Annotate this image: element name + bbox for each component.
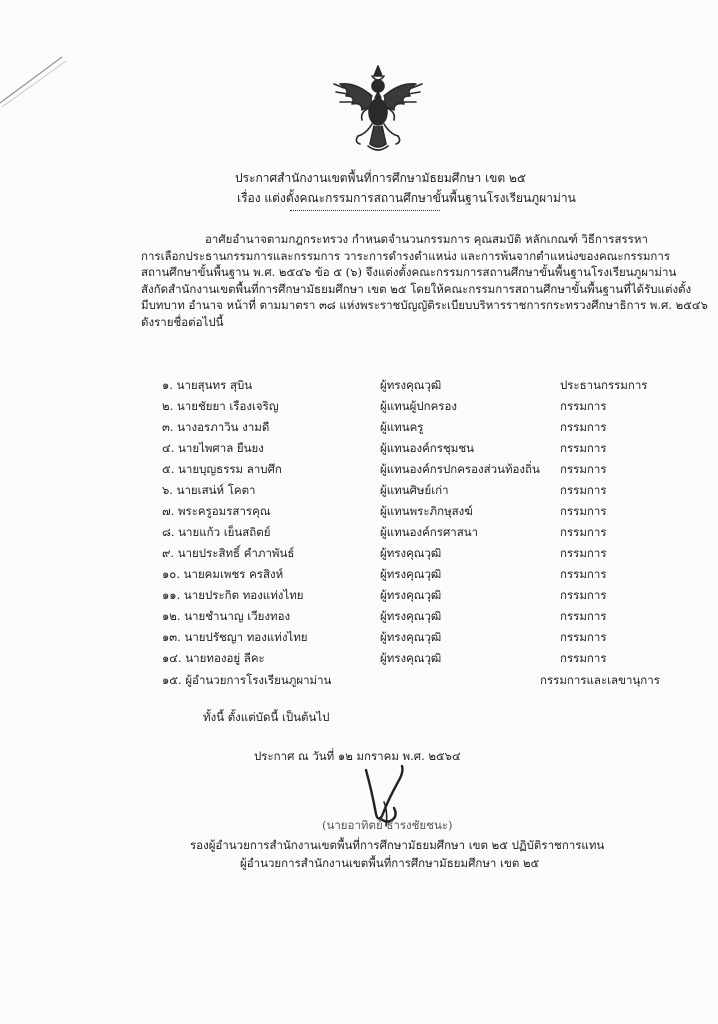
member-name: ๑๔. นายทองอยู่ ลีคะ (162, 651, 265, 665)
paragraph-line: สถานศึกษาขั้นพื้นฐาน พ.ศ. ๒๕๔๖ ข้อ ๕ (๖) จึงแต่งตั้งคณะกรรมการสถานศึกษาขั้นพื้นฐานโรงเรียนภูผาม่าน (141, 265, 677, 279)
member-role: กรรมการ (560, 441, 607, 455)
member-role: กรรมการ (560, 609, 607, 623)
member-type: ผู้แทนผู้ปกครอง (380, 399, 457, 413)
member-row (0, 398, 718, 416)
member-row (0, 461, 718, 479)
member-row (0, 587, 718, 605)
garuda-emblem-icon (328, 62, 428, 154)
signer-position-line2: ผู้อำนวยการสำนักงานเขตพื้นที่การศึกษามัธยมศึกษา เขต ๒๕ (240, 856, 540, 870)
member-row (0, 377, 718, 395)
member-role: กรรมการ (560, 567, 607, 581)
signer-name: (นายอาทิตย์ ธำรงชัยชนะ) (322, 818, 453, 832)
member-row (0, 608, 718, 626)
member-type: ผู้ทรงคุณวุฒิ (380, 609, 442, 623)
member-type: ผู้ทรงคุณวุฒิ (380, 546, 442, 560)
member-type: ผู้แทนองค์กรชุมชน (380, 441, 474, 455)
member-role: กรรมการ (560, 420, 607, 434)
member-name: ๔. นายไพศาล ยืนยง (162, 441, 264, 455)
member-type: ผู้แทนครู (380, 420, 424, 434)
member-type: ผู้แทนองค์กรศาสนา (380, 525, 479, 539)
member-type: ผู้แทนศิษย์เก่า (380, 483, 449, 497)
member-row (0, 650, 718, 668)
member-type: ผู้ทรงคุณวุฒิ (380, 588, 442, 602)
member-row (0, 629, 718, 647)
member-row (0, 672, 718, 690)
member-row (0, 419, 718, 437)
member-role: กรรมการ (560, 546, 607, 560)
member-name: ๗. พระครูอมรสารคุณ (162, 504, 271, 518)
member-name: ๕. นายบุญธรรม ลาบศึก (162, 462, 282, 476)
paragraph-line: มีบทบาท อำนาจ หน้าที่ ตามมาตรา ๓๘ แห่งพระราชบัญญัติระเบียบบริหารราชการกระทรวงศึกษาธิการ พ.ศ. ๒๕๔๖ (141, 298, 708, 312)
member-name: ๑๕. ผู้อำนวยการโรงเรียนภูผาม่าน (162, 673, 332, 687)
paragraph-line: ดังรายชื่อต่อไปนี้ (141, 314, 224, 329)
member-type: ผู้แทนองค์กรปกครองส่วนท้องถิ่น (380, 462, 540, 476)
member-role: กรรมการ (560, 504, 607, 518)
member-role: กรรมการ (560, 462, 607, 476)
member-name: ๑๒. นายชำนาญ เวียงทอง (162, 609, 291, 623)
signer-position-line1: รองผู้อำนวยการสำนักงานเขตพื้นที่การศึกษามัธยมศึกษา เขต ๒๕ ปฏิบัติราชการแทน (190, 838, 605, 852)
paragraph-line: อาศัยอำนาจตามกฎกระทรวง กำหนดจำนวนกรรมการ คุณสมบัติ หลักเกณฑ์ วิธีการสรรหา (205, 232, 648, 246)
member-role: กรรมการ (560, 651, 607, 665)
dotted-separator (290, 210, 440, 211)
member-type: ผู้ทรงคุณวุฒิ (380, 630, 442, 644)
member-name: ๓. นางอรภาวิน งามดี (162, 420, 270, 434)
member-role: กรรมการ (560, 525, 607, 539)
member-row (0, 524, 718, 542)
member-type: ผู้ทรงคุณวุฒิ (380, 378, 442, 392)
paragraph-line: การเลือกประธานกรรมการและกรรมการ วาระการดำรงตำแหน่ง และการพ้นจากตำแหน่งของคณะกรรมการ (141, 248, 670, 263)
member-row (0, 566, 718, 584)
member-name: ๒. นายชัยยา เรืองเจริญ (162, 399, 279, 413)
member-type: ผู้ทรงคุณวุฒิ (380, 651, 442, 665)
member-row (0, 482, 718, 500)
member-row (0, 503, 718, 521)
member-role: กรรมการ (560, 630, 607, 644)
member-role: กรรมการ (560, 588, 607, 602)
member-name: ๑๐. นายคมเพชร ครสิงห์ (162, 567, 284, 581)
body-paragraph (141, 231, 708, 330)
announcement-subject: เรื่อง แต่งตั้งคณะกรรมการสถานศึกษาขั้นพื้นฐานโรงเรียนภูผาม่าน (237, 191, 576, 205)
announcement-title: ประกาศสำนักงานเขตพื้นที่การศึกษามัธยมศึกษา เขต ๒๕ (235, 171, 526, 185)
effective-statement: ทั้งนี้ ตั้งแต่บัดนี้ เป็นต้นไป (203, 710, 330, 724)
member-role: กรรมการและเลขานุการ (540, 673, 660, 687)
member-name: ๑๑. นายประกิต ทองแท่งไทย (162, 588, 304, 602)
member-role: กรรมการ (560, 483, 607, 497)
member-name: ๘. นายแก้ว เย็นสถิตย์ (162, 525, 271, 539)
announcement-date: ประกาศ ณ วันที่ ๑๒ มกราคม พ.ศ. ๒๕๖๔ (254, 749, 461, 763)
paragraph-line: สังกัดสำนักงานเขตพื้นที่การศึกษามัธยมศึกษา เขต ๒๕ โดยให้คณะกรรมการสถานศึกษาขั้นพื้นฐานที่ได้รับแต่งตั้ง (141, 281, 692, 296)
member-name: ๑๓. นายปรัชญา ทองแท่งไทย (162, 630, 308, 644)
member-name: ๑. นายสุนทร สุบิน (162, 378, 253, 392)
member-name: ๙. นายประสิทธิ์ คำภาพันธ์ (162, 546, 295, 560)
member-row (0, 440, 718, 458)
member-type: ผู้แทนพระภิกษุสงฆ์ (380, 504, 473, 518)
member-type: ผู้ทรงคุณวุฒิ (380, 567, 442, 581)
member-name: ๖. นายเสน่ห์ โคตา (162, 483, 256, 497)
member-role: ประธานกรรมการ (560, 378, 648, 392)
paper-crease-mark (0, 55, 70, 115)
member-role: กรรมการ (560, 399, 607, 413)
member-row (0, 545, 718, 563)
